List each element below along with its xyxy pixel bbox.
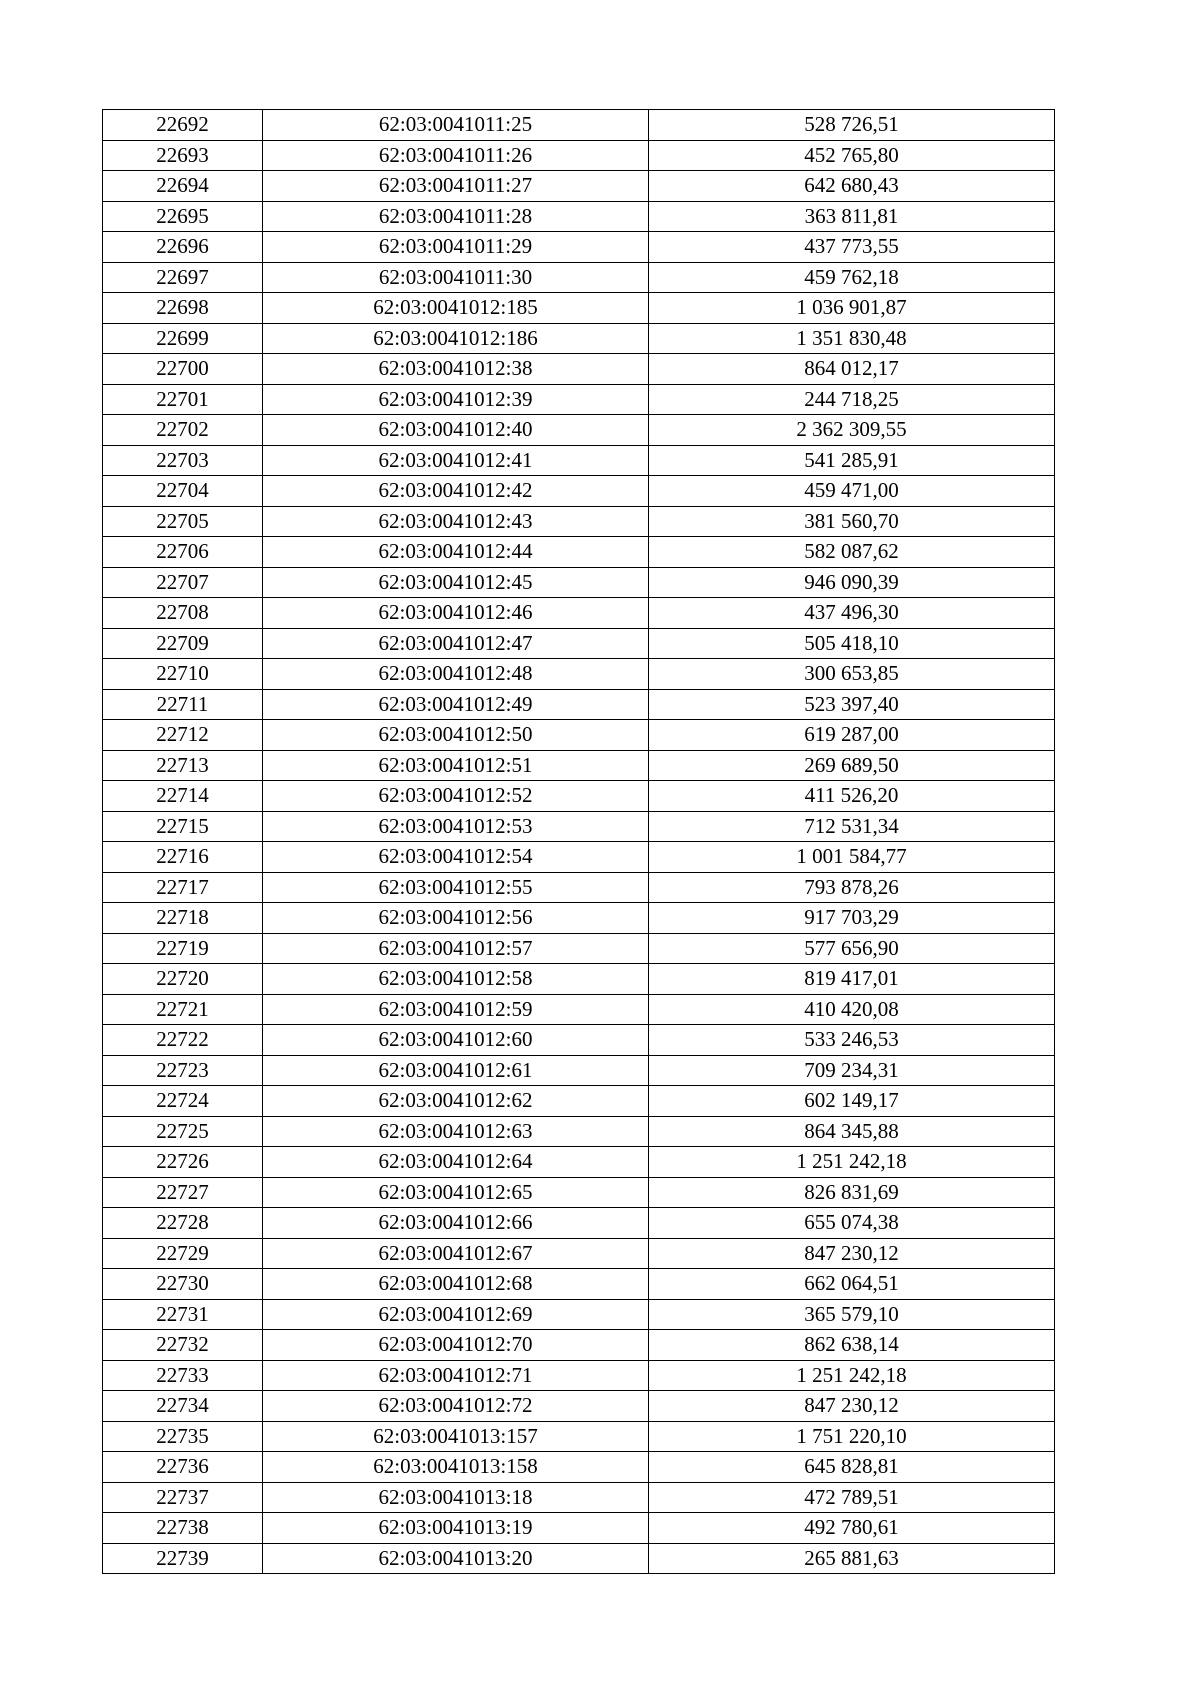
table-row bbox=[103, 1116, 1055, 1147]
cadastral-number-cell: 62:03:0041012:54 bbox=[263, 842, 649, 873]
cadastral-number-cell: 62:03:0041012:48 bbox=[263, 659, 649, 690]
cadastral-number-cell: 62:03:0041012:43 bbox=[263, 506, 649, 537]
cadastral-value-cell: 244 718,25 bbox=[649, 384, 1055, 415]
row-number-cell: 22692 bbox=[103, 110, 263, 141]
table-row bbox=[103, 933, 1055, 964]
cadastral-value-cell: 917 703,29 bbox=[649, 903, 1055, 934]
cadastral-value-cell: 864 012,17 bbox=[649, 354, 1055, 385]
row-number-cell: 22726 bbox=[103, 1147, 263, 1178]
cadastral-value-cell: 1 351 830,48 bbox=[649, 323, 1055, 354]
cadastral-value-cell: 602 149,17 bbox=[649, 1086, 1055, 1117]
table-row bbox=[103, 1269, 1055, 1300]
table-row bbox=[103, 1299, 1055, 1330]
row-number-cell: 22708 bbox=[103, 598, 263, 629]
row-number-cell: 22701 bbox=[103, 384, 263, 415]
cadastral-number-cell: 62:03:0041012:40 bbox=[263, 415, 649, 446]
cadastral-number-cell: 62:03:0041012:72 bbox=[263, 1391, 649, 1422]
cadastral-number-cell: 62:03:0041012:60 bbox=[263, 1025, 649, 1056]
row-number-cell: 22704 bbox=[103, 476, 263, 507]
row-number-cell: 22737 bbox=[103, 1482, 263, 1513]
cadastral-value-cell: 492 780,61 bbox=[649, 1513, 1055, 1544]
table-row bbox=[103, 384, 1055, 415]
cadastral-number-cell: 62:03:0041012:44 bbox=[263, 537, 649, 568]
row-number-cell: 22733 bbox=[103, 1360, 263, 1391]
cadastral-number-cell: 62:03:0041012:45 bbox=[263, 567, 649, 598]
cadastral-number-cell: 62:03:0041012:67 bbox=[263, 1238, 649, 1269]
row-number-cell: 22730 bbox=[103, 1269, 263, 1300]
table-body bbox=[103, 110, 1055, 1574]
table-row bbox=[103, 110, 1055, 141]
table-row bbox=[103, 262, 1055, 293]
cadastral-value-cell: 793 878,26 bbox=[649, 872, 1055, 903]
row-number-cell: 22734 bbox=[103, 1391, 263, 1422]
row-number-cell: 22719 bbox=[103, 933, 263, 964]
cadastral-value-cell: 946 090,39 bbox=[649, 567, 1055, 598]
cadastral-value-cell: 712 531,34 bbox=[649, 811, 1055, 842]
row-number-cell: 22695 bbox=[103, 201, 263, 232]
table-row bbox=[103, 842, 1055, 873]
row-number-cell: 22714 bbox=[103, 781, 263, 812]
row-number-cell: 22698 bbox=[103, 293, 263, 324]
table-row bbox=[103, 476, 1055, 507]
cadastral-number-cell: 62:03:0041012:58 bbox=[263, 964, 649, 995]
row-number-cell: 22700 bbox=[103, 354, 263, 385]
cadastral-value-cell: 847 230,12 bbox=[649, 1238, 1055, 1269]
table-row bbox=[103, 201, 1055, 232]
table-row bbox=[103, 140, 1055, 171]
row-number-cell: 22710 bbox=[103, 659, 263, 690]
table-row bbox=[103, 1086, 1055, 1117]
cadastral-value-cell: 365 579,10 bbox=[649, 1299, 1055, 1330]
cadastral-value-cell: 2 362 309,55 bbox=[649, 415, 1055, 446]
row-number-cell: 22712 bbox=[103, 720, 263, 751]
row-number-cell: 22703 bbox=[103, 445, 263, 476]
row-number-cell: 22693 bbox=[103, 140, 263, 171]
cadastral-number-cell: 62:03:0041012:66 bbox=[263, 1208, 649, 1239]
cadastral-value-cell: 437 496,30 bbox=[649, 598, 1055, 629]
cadastral-number-cell: 62:03:0041012:57 bbox=[263, 933, 649, 964]
table-row bbox=[103, 720, 1055, 751]
table-row bbox=[103, 1513, 1055, 1544]
cadastral-number-cell: 62:03:0041012:41 bbox=[263, 445, 649, 476]
cadastral-number-cell: 62:03:0041013:18 bbox=[263, 1482, 649, 1513]
cadastral-value-cell: 1 251 242,18 bbox=[649, 1147, 1055, 1178]
cadastral-value-cell: 1 036 901,87 bbox=[649, 293, 1055, 324]
cadastral-value-cell: 541 285,91 bbox=[649, 445, 1055, 476]
row-number-cell: 22721 bbox=[103, 994, 263, 1025]
cadastral-number-cell: 62:03:0041013:157 bbox=[263, 1421, 649, 1452]
cadastral-number-cell: 62:03:0041013:19 bbox=[263, 1513, 649, 1544]
cadastral-number-cell: 62:03:0041011:28 bbox=[263, 201, 649, 232]
cadastral-number-cell: 62:03:0041012:53 bbox=[263, 811, 649, 842]
table-row bbox=[103, 1330, 1055, 1361]
table-row bbox=[103, 293, 1055, 324]
cadastral-number-cell: 62:03:0041012:59 bbox=[263, 994, 649, 1025]
cadastral-number-cell: 62:03:0041012:56 bbox=[263, 903, 649, 934]
table-row bbox=[103, 506, 1055, 537]
row-number-cell: 22724 bbox=[103, 1086, 263, 1117]
table-row bbox=[103, 994, 1055, 1025]
row-number-cell: 22711 bbox=[103, 689, 263, 720]
cadastral-number-cell: 62:03:0041012:186 bbox=[263, 323, 649, 354]
cadastral-value-cell: 381 560,70 bbox=[649, 506, 1055, 537]
table-row bbox=[103, 811, 1055, 842]
cadastral-number-cell: 62:03:0041012:55 bbox=[263, 872, 649, 903]
row-number-cell: 22727 bbox=[103, 1177, 263, 1208]
table-row bbox=[103, 872, 1055, 903]
cadastral-value-cell: 410 420,08 bbox=[649, 994, 1055, 1025]
table-row bbox=[103, 232, 1055, 263]
row-number-cell: 22694 bbox=[103, 171, 263, 202]
row-number-cell: 22705 bbox=[103, 506, 263, 537]
table-row bbox=[103, 567, 1055, 598]
table-row bbox=[103, 1543, 1055, 1574]
table-row bbox=[103, 354, 1055, 385]
table-row bbox=[103, 750, 1055, 781]
row-number-cell: 22725 bbox=[103, 1116, 263, 1147]
table-row bbox=[103, 1452, 1055, 1483]
cadastral-number-cell: 62:03:0041011:27 bbox=[263, 171, 649, 202]
row-number-cell: 22722 bbox=[103, 1025, 263, 1056]
cadastral-number-cell: 62:03:0041012:39 bbox=[263, 384, 649, 415]
cadastral-value-cell: 363 811,81 bbox=[649, 201, 1055, 232]
row-number-cell: 22696 bbox=[103, 232, 263, 263]
cadastral-value-cell: 265 881,63 bbox=[649, 1543, 1055, 1574]
row-number-cell: 22715 bbox=[103, 811, 263, 842]
cadastral-number-cell: 62:03:0041012:38 bbox=[263, 354, 649, 385]
table-row bbox=[103, 1238, 1055, 1269]
table-row bbox=[103, 445, 1055, 476]
table-row bbox=[103, 415, 1055, 446]
cadastral-value-cell: 577 656,90 bbox=[649, 933, 1055, 964]
row-number-cell: 22699 bbox=[103, 323, 263, 354]
row-number-cell: 22716 bbox=[103, 842, 263, 873]
cadastral-number-cell: 62:03:0041012:63 bbox=[263, 1116, 649, 1147]
cadastral-value-cell: 826 831,69 bbox=[649, 1177, 1055, 1208]
table-row bbox=[103, 1360, 1055, 1391]
cadastral-value-cell: 645 828,81 bbox=[649, 1452, 1055, 1483]
cadastral-number-cell: 62:03:0041011:30 bbox=[263, 262, 649, 293]
cadastral-number-cell: 62:03:0041012:68 bbox=[263, 1269, 649, 1300]
cadastral-value-cell: 655 074,38 bbox=[649, 1208, 1055, 1239]
cadastral-value-cell: 1 251 242,18 bbox=[649, 1360, 1055, 1391]
row-number-cell: 22732 bbox=[103, 1330, 263, 1361]
cadastral-number-cell: 62:03:0041012:70 bbox=[263, 1330, 649, 1361]
cadastral-value-cell: 864 345,88 bbox=[649, 1116, 1055, 1147]
table-row bbox=[103, 964, 1055, 995]
cadastral-number-cell: 62:03:0041012:52 bbox=[263, 781, 649, 812]
cadastral-number-cell: 62:03:0041013:20 bbox=[263, 1543, 649, 1574]
cadastral-value-cell: 847 230,12 bbox=[649, 1391, 1055, 1422]
row-number-cell: 22736 bbox=[103, 1452, 263, 1483]
cadastral-number-cell: 62:03:0041012:64 bbox=[263, 1147, 649, 1178]
row-number-cell: 22702 bbox=[103, 415, 263, 446]
table-row bbox=[103, 781, 1055, 812]
cadastral-number-cell: 62:03:0041012:51 bbox=[263, 750, 649, 781]
cadastral-number-cell: 62:03:0041012:61 bbox=[263, 1055, 649, 1086]
table-row bbox=[103, 628, 1055, 659]
table-row bbox=[103, 659, 1055, 690]
table-row bbox=[103, 1208, 1055, 1239]
row-number-cell: 22720 bbox=[103, 964, 263, 995]
cadastral-number-cell: 62:03:0041012:46 bbox=[263, 598, 649, 629]
cadastral-number-cell: 62:03:0041012:185 bbox=[263, 293, 649, 324]
row-number-cell: 22738 bbox=[103, 1513, 263, 1544]
cadastral-value-cell: 1 751 220,10 bbox=[649, 1421, 1055, 1452]
cadastral-number-cell: 62:03:0041012:49 bbox=[263, 689, 649, 720]
cadastral-value-cell: 472 789,51 bbox=[649, 1482, 1055, 1513]
table-row bbox=[103, 903, 1055, 934]
row-number-cell: 22739 bbox=[103, 1543, 263, 1574]
cadastral-number-cell: 62:03:0041011:29 bbox=[263, 232, 649, 263]
row-number-cell: 22707 bbox=[103, 567, 263, 598]
table-row bbox=[103, 1391, 1055, 1422]
row-number-cell: 22713 bbox=[103, 750, 263, 781]
row-number-cell: 22706 bbox=[103, 537, 263, 568]
cadastral-number-cell: 62:03:0041012:42 bbox=[263, 476, 649, 507]
table-row bbox=[103, 1055, 1055, 1086]
cadastral-value-cell: 528 726,51 bbox=[649, 110, 1055, 141]
cadastral-value-cell: 459 471,00 bbox=[649, 476, 1055, 507]
row-number-cell: 22729 bbox=[103, 1238, 263, 1269]
cadastral-number-cell: 62:03:0041013:158 bbox=[263, 1452, 649, 1483]
cadastral-value-cell: 452 765,80 bbox=[649, 140, 1055, 171]
cadastral-value-cell: 459 762,18 bbox=[649, 262, 1055, 293]
cadastral-value-cell: 300 653,85 bbox=[649, 659, 1055, 690]
cadastral-value-cell: 709 234,31 bbox=[649, 1055, 1055, 1086]
cadastral-number-cell: 62:03:0041011:26 bbox=[263, 140, 649, 171]
cadastral-number-cell: 62:03:0041012:50 bbox=[263, 720, 649, 751]
cadastral-value-cell: 619 287,00 bbox=[649, 720, 1055, 751]
row-number-cell: 22717 bbox=[103, 872, 263, 903]
cadastral-value-cell: 642 680,43 bbox=[649, 171, 1055, 202]
cadastral-value-cell: 533 246,53 bbox=[649, 1025, 1055, 1056]
row-number-cell: 22697 bbox=[103, 262, 263, 293]
row-number-cell: 22709 bbox=[103, 628, 263, 659]
table-row bbox=[103, 1177, 1055, 1208]
cadastral-value-cell: 437 773,55 bbox=[649, 232, 1055, 263]
cadastral-number-cell: 62:03:0041012:71 bbox=[263, 1360, 649, 1391]
cadastral-value-cell: 819 417,01 bbox=[649, 964, 1055, 995]
cadastral-value-cell: 269 689,50 bbox=[649, 750, 1055, 781]
table-row bbox=[103, 1025, 1055, 1056]
table-row bbox=[103, 1421, 1055, 1452]
table-row bbox=[103, 323, 1055, 354]
cadastral-number-cell: 62:03:0041012:65 bbox=[263, 1177, 649, 1208]
cadastral-value-cell: 505 418,10 bbox=[649, 628, 1055, 659]
cadastral-value-cell: 662 064,51 bbox=[649, 1269, 1055, 1300]
cadastral-value-cell: 582 087,62 bbox=[649, 537, 1055, 568]
row-number-cell: 22728 bbox=[103, 1208, 263, 1239]
row-number-cell: 22731 bbox=[103, 1299, 263, 1330]
table-row bbox=[103, 171, 1055, 202]
cadastral-number-cell: 62:03:0041012:62 bbox=[263, 1086, 649, 1117]
table-row bbox=[103, 1147, 1055, 1178]
table-row bbox=[103, 598, 1055, 629]
cadastral-number-cell: 62:03:0041011:25 bbox=[263, 110, 649, 141]
table-row bbox=[103, 689, 1055, 720]
cadastral-number-cell: 62:03:0041012:47 bbox=[263, 628, 649, 659]
cadastral-value-table bbox=[102, 109, 1055, 1574]
cadastral-value-cell: 1 001 584,77 bbox=[649, 842, 1055, 873]
cadastral-value-cell: 862 638,14 bbox=[649, 1330, 1055, 1361]
cadastral-value-cell: 523 397,40 bbox=[649, 689, 1055, 720]
row-number-cell: 22718 bbox=[103, 903, 263, 934]
table-row bbox=[103, 537, 1055, 568]
row-number-cell: 22735 bbox=[103, 1421, 263, 1452]
cadastral-number-cell: 62:03:0041012:69 bbox=[263, 1299, 649, 1330]
table-row bbox=[103, 1482, 1055, 1513]
cadastral-value-cell: 411 526,20 bbox=[649, 781, 1055, 812]
row-number-cell: 22723 bbox=[103, 1055, 263, 1086]
